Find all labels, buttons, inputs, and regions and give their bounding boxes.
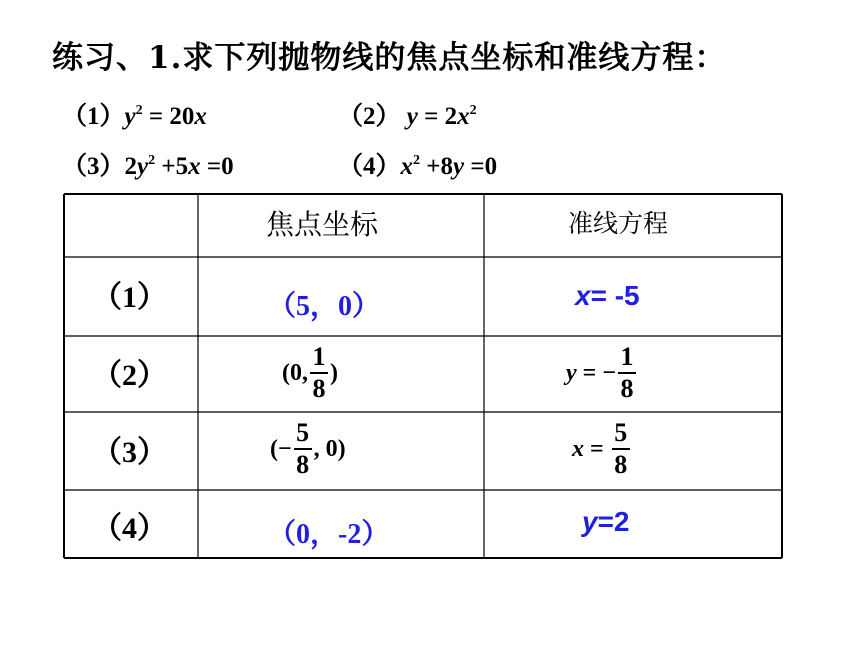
focus-answer-4: （0，-2） <box>268 519 390 550</box>
row-label-1: （1） <box>92 281 167 314</box>
problem-2: （2） $y = 2x^2$ <box>338 103 477 130</box>
fraction: $\frac{1}{8}$ <box>310 342 328 404</box>
exercise-title: 练习、1.求下列抛物线的焦点坐标和准线方程： <box>52 40 727 76</box>
focus-answer-2: (0, $\frac{1}{8}$ ) <box>282 342 338 403</box>
header-directrix: 准线方程 <box>568 209 669 238</box>
header-focus: 焦点坐标 <box>266 208 379 241</box>
fraction: $\frac{5}{8}$ <box>294 418 312 480</box>
directrix-answer-4: y=2 <box>582 506 630 537</box>
row-label-3: （3） <box>92 436 167 469</box>
focus-answer-1: （5，0） <box>268 291 381 322</box>
row-label-2: （2） <box>92 359 167 392</box>
row-label-4: （4） <box>92 512 167 545</box>
directrix-answer-2: y = − $\frac{1}{8}$ <box>566 342 638 404</box>
fraction: $\frac{1}{8}$ <box>618 342 636 404</box>
directrix-answer-3: x = $\frac{5}{8}$ <box>572 418 632 480</box>
directrix-answer-1: x= -5 <box>575 280 640 311</box>
problem-1: $(1)y^2 = 20x$ <box>62 103 207 130</box>
problem-3: $(3)2y^2 +5x =0$ <box>62 153 234 180</box>
focus-answer-3: (− $\frac{5}{8}$ , 0) <box>270 418 346 479</box>
fraction: $\frac{5}{8}$ <box>612 418 630 480</box>
problem-4: $(4)x^2 +8y =0$ <box>338 153 498 180</box>
